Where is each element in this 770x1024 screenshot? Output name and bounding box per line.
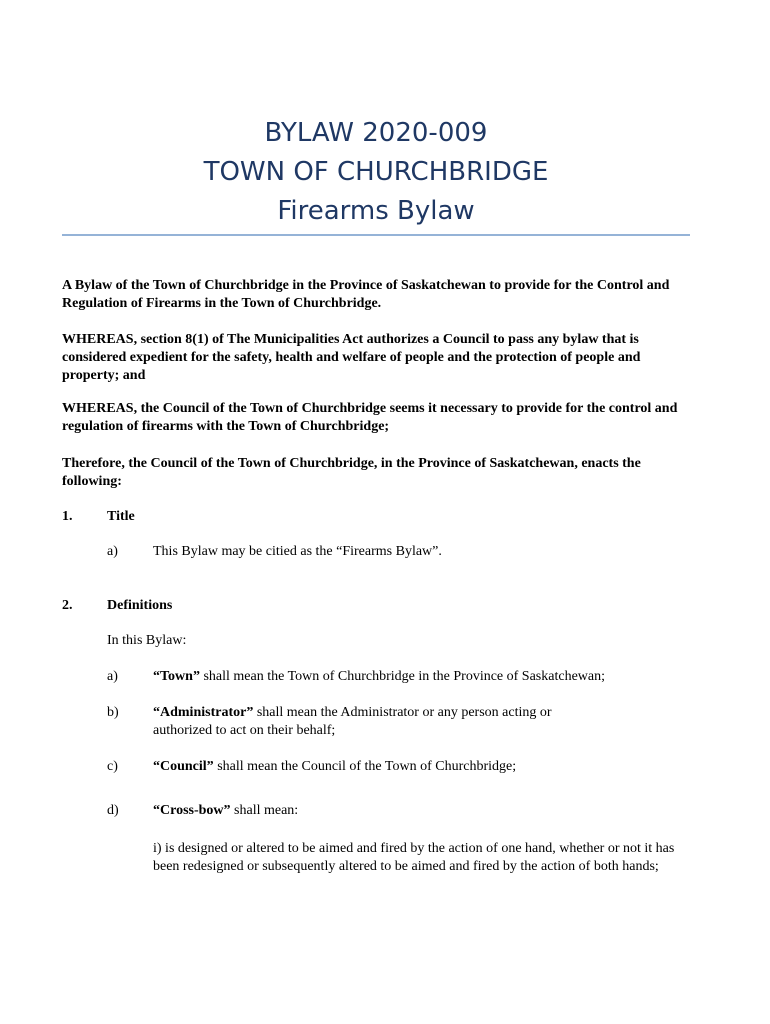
definition-text: shall mean: — [230, 803, 299, 818]
cross-bow-subitem-i: i) is designed or altered to be aimed and fired by the action of one hand, whether or not it has been redesigned or subsequently altered to be aimed and fired by the action of both hands; — [153, 841, 675, 874]
definition-text: shall mean the Town of Churchbridge in the Province of Saskatchewan; — [199, 669, 606, 684]
defined-term: “Council” — [153, 759, 214, 774]
preamble-intro: A Bylaw of the Town of Churchbridge in the Province of Saskatchewan to provide for the Control and Regulation of Firearms in the Town of Churchbridge. — [62, 278, 670, 311]
section-title-1: Title — [107, 509, 135, 524]
definition-council — [153, 758, 693, 776]
item-letter: c) — [107, 759, 118, 774]
defined-term: “Town” — [153, 669, 200, 684]
item-letter: b) — [107, 705, 119, 720]
enacting-clause: Therefore, the Council of the Town of Churchbridge, in the Province of Saskatchewan, enacts the following: — [62, 456, 641, 489]
definition-text: shall mean the Council of the Town of Churchbridge; — [213, 759, 517, 774]
item-letter: a) — [107, 669, 118, 684]
definition-administrator — [153, 704, 693, 740]
section-number-1: 1. — [62, 509, 73, 524]
bylaw-number: BYLAW 2020-009 — [264, 118, 488, 148]
definitions-intro: In this Bylaw: — [107, 633, 187, 648]
definition-town — [153, 668, 693, 686]
title-underline — [62, 234, 690, 236]
definition-text: shall mean the Administrator or any person acting or — [253, 705, 552, 720]
definition-cross-bow — [153, 802, 693, 820]
defined-term: “Administrator” — [153, 705, 254, 720]
item-letter: a) — [107, 544, 118, 559]
section-number-2: 2. — [62, 598, 73, 613]
bylaw-title — [62, 114, 690, 231]
bylaw-name-heading: Firearms Bylaw — [277, 196, 475, 226]
item-text: This Bylaw may be citied as the “Firearms Bylaw”. — [153, 544, 442, 559]
section-title-2: Definitions — [107, 598, 173, 613]
definition-text-continued: authorized to act on their behalf; — [153, 723, 336, 738]
town-name-heading: TOWN OF CHURCHBRIDGE — [203, 157, 549, 187]
item-letter: d) — [107, 803, 119, 818]
whereas-clause-2: WHEREAS, the Council of the Town of Churchbridge seems it necessary to provide for the control and regulation of firearms with the Town of Churchbridge; — [62, 401, 678, 434]
whereas-clause-1: WHEREAS, section 8(1) of The Municipalities Act authorizes a Council to pass any bylaw that is considered expedient for the safety, health and welfare of people and the protection of people and property; and — [62, 332, 641, 383]
defined-term: “Cross-bow” — [153, 803, 231, 818]
